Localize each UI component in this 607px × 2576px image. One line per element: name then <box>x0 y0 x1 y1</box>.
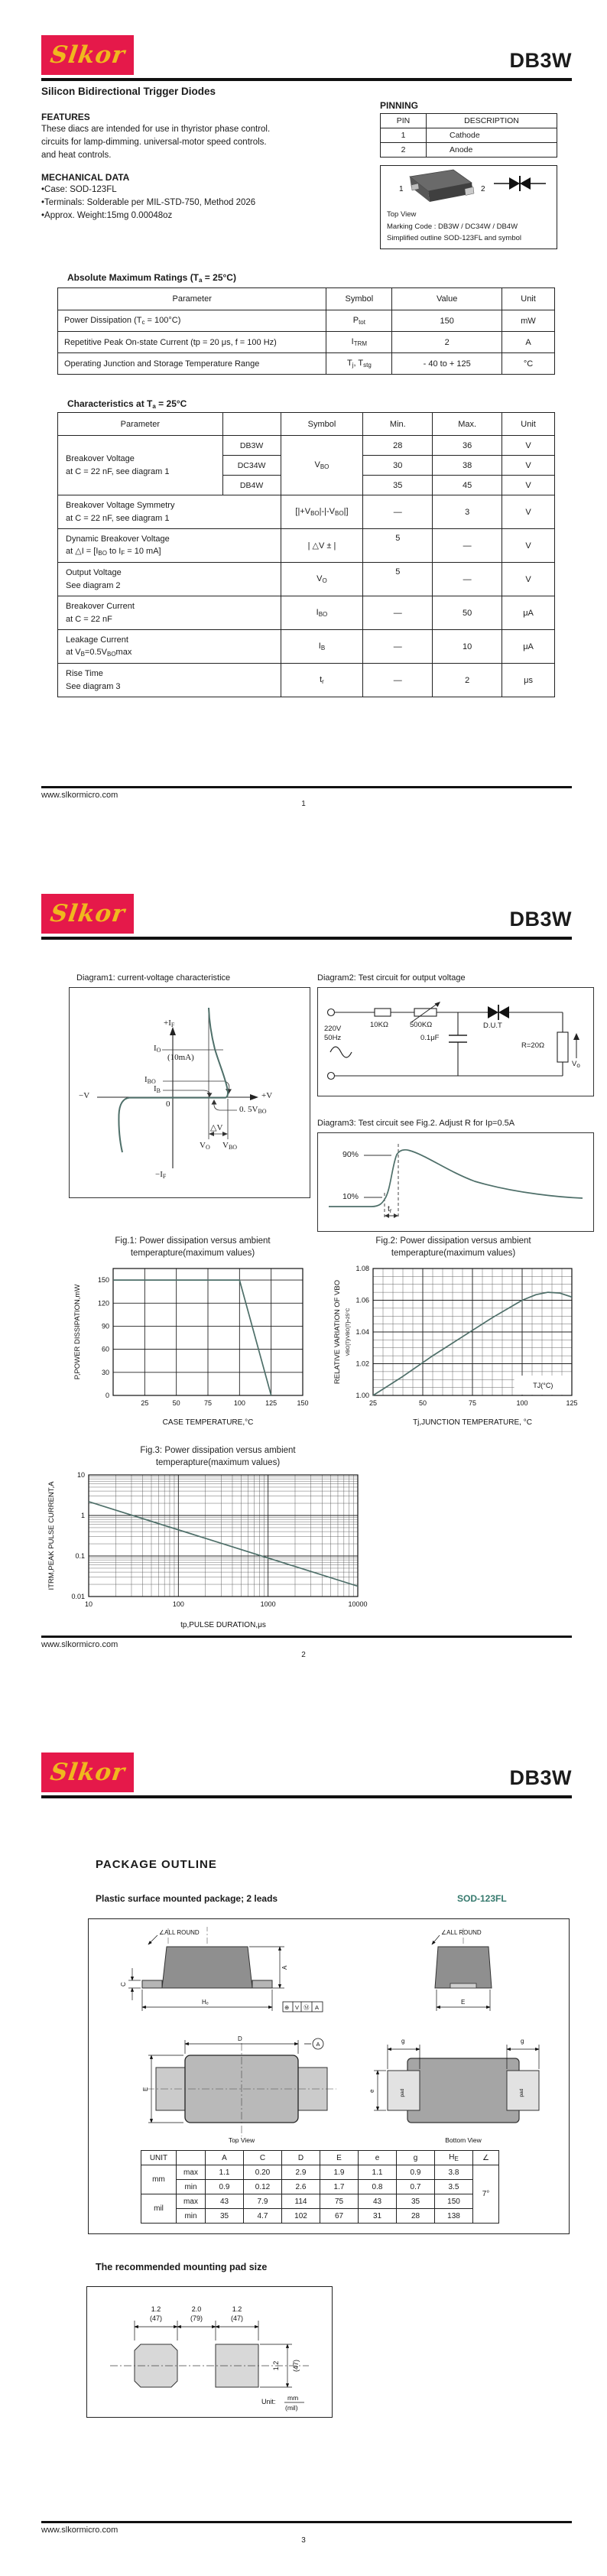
diagram1-label: Diagram1: current-voltage characteristice <box>76 973 231 983</box>
output-voltage-label: $V_o$ <box>572 1060 580 1069</box>
pad-dim-left-mil: (47) <box>149 2315 163 2322</box>
package-bottom-view-drawing <box>368 2031 559 2146</box>
unit-label: Unit: <box>261 2398 276 2405</box>
dim-a-label: A <box>281 1965 288 1970</box>
website-text: www.slkormicro.com <box>41 2526 118 2535</box>
all-round-label: ∠ALL ROUND <box>441 1929 482 1936</box>
pad-dim-mid-mil: (79) <box>190 2315 203 2322</box>
svg-text:10: 10 <box>84 1600 93 1608</box>
package-end-view-drawing <box>406 1925 521 2029</box>
svg-text:50: 50 <box>172 1399 180 1407</box>
table-row: Parameter Symbol Value Unit <box>58 288 555 310</box>
dim-e-lower-label: e <box>368 2089 375 2093</box>
features-line: These diacs are intended for use in thyristor phase control. <box>41 125 271 134</box>
tolerance-cell: ⊕ <box>284 2004 290 2011</box>
table-row: PIN DESCRIPTION <box>381 114 557 128</box>
svg-text:75: 75 <box>468 1399 477 1407</box>
svg-text:90: 90 <box>101 1322 109 1330</box>
vbo-label: $V_{BO}$ <box>222 1141 238 1151</box>
header-rule <box>41 937 572 940</box>
svg-text:120: 120 <box>97 1299 109 1307</box>
features-line: circuits for lamp-dimming. universal-motor speed controls. <box>41 138 267 147</box>
table-row: Breakover Current at C = 22 nF $I_{BO}$ — 50 μA <box>58 596 555 630</box>
mechanical-item: •Approx. Weight:15mg 0.00048oz <box>41 211 173 220</box>
svg-text:1: 1 <box>80 1512 85 1519</box>
svg-text:25: 25 <box>141 1399 149 1407</box>
mechanical-item: •Case: SOD-123FL <box>41 185 117 194</box>
ib-label: $I_B$ <box>154 1084 161 1094</box>
package-outline-heading: PACKAGE OUTLINE <box>96 1858 217 1871</box>
page-number: 2 <box>301 1651 306 1659</box>
ten-percent-label: 10% <box>342 1192 359 1201</box>
all-round-label: ∠ALL ROUND <box>159 1929 200 1936</box>
table-row: Leakage Current at $V_B=0.5V_{BO}\max$ $I_B$ — 10 μA <box>58 630 555 664</box>
iv-curve-drawing <box>70 988 309 1197</box>
ibo-label: $I_{BO}$ <box>144 1075 156 1085</box>
plus-if-label: $+I_F$ <box>164 1018 175 1028</box>
characteristics-heading: Characteristics at $T_a = 25^\circ C$ <box>67 398 187 410</box>
svg-text:RELATIVE VARIATION OF VBO: RELATIVE VARIATION OF VBO <box>333 1279 342 1385</box>
mounting-pad-drawing <box>87 2287 331 2416</box>
source-voltage-label: 220V <box>324 1025 342 1033</box>
svg-text:10000: 10000 <box>348 1600 368 1608</box>
package-marking-caption: Marking Code : DB3W / DC34W / DB4W <box>387 223 518 231</box>
svg-text:0.1: 0.1 <box>75 1552 85 1560</box>
diagram2-test-circuit <box>317 987 594 1096</box>
tolerance-cell: V <box>295 2004 300 2011</box>
svg-text:100: 100 <box>233 1399 245 1407</box>
minus-if-label: $-I_F$ <box>155 1170 167 1180</box>
svg-text:1.08: 1.08 <box>355 1265 369 1272</box>
package-subtitle: Plastic surface mounted package; 2 leads <box>96 1893 278 1904</box>
svg-text:tp,PULSE DURATION,μs: tp,PULSE DURATION,μs <box>180 1621 266 1629</box>
page-number: 1 <box>301 800 306 808</box>
fig3-chart <box>44 1467 373 1632</box>
diac-symbol-icon <box>494 176 546 191</box>
datasheet-page-1 <box>0 0 607 859</box>
svg-text:1.00: 1.00 <box>355 1392 369 1399</box>
unit-mm-label: mm <box>287 2394 299 2402</box>
diagram3-label: Diagram3: Test circuit see Fig.2. Adjust R for Ip=0.5A <box>317 1119 515 1128</box>
dim-e-label: E <box>461 1999 466 2006</box>
header-rule <box>41 78 572 81</box>
table-row: min 35 4.7 102 67 31 28 138 <box>141 2209 499 2224</box>
package-outline-caption: Simplified outline SOD-123FL and symbol <box>387 234 522 242</box>
diagram3-rise-time <box>317 1132 594 1232</box>
page-number: 3 <box>301 2536 306 2545</box>
svg-text:30: 30 <box>101 1368 109 1376</box>
io-note-label: (10mA) <box>167 1053 194 1062</box>
website-text: www.slkormicro.com <box>41 1640 118 1649</box>
package-dimensions-table <box>141 2150 499 2224</box>
svg-text:0: 0 <box>105 1392 109 1399</box>
table-row: Power Dissipation $(T_c = 100^\circ C)$ $P_{tot}$ 150 mW <box>58 310 555 332</box>
table-row: DB4W 35 45 V <box>58 476 555 495</box>
svg-text:CASE TEMPERATURE,°C: CASE TEMPERATURE,°C <box>162 1418 254 1427</box>
pinning-table <box>380 113 557 158</box>
svg-text:75: 75 <box>203 1399 213 1407</box>
pulse-waveform-drawing <box>318 1133 592 1230</box>
table-row: Breakover Voltage at C = 22 nF, see diagram 1 DB3W $V_{BO}$ 28 36 V <box>58 436 555 456</box>
vo-label: $V_O$ <box>200 1141 210 1151</box>
diagram1-iv-curve <box>69 987 310 1198</box>
mounting-pad-box <box>86 2286 333 2418</box>
pad-dim-left-mm: 1.2 <box>151 2305 161 2313</box>
svg-text:Tj,JUNCTION TEMPERATURE, °C: Tj,JUNCTION TEMPERATURE, °C <box>413 1418 532 1427</box>
table-row: DC34W 30 38 V <box>58 456 555 476</box>
pad-dim-right-mm: 1.2 <box>232 2305 242 2313</box>
mechanical-item: •Terminals: Solderable per MIL-STD-750, Method 2026 <box>41 198 256 207</box>
svg-text:1.02: 1.02 <box>355 1359 369 1368</box>
capacitor-label: 0.1μF <box>420 1034 440 1042</box>
header-rule <box>41 1795 572 1798</box>
datum-a-label: A <box>316 2041 320 2048</box>
dim-c-label: C <box>120 1982 127 1986</box>
table-row: Rise Time See diagram 3 $t_r$ — 2 μs <box>58 664 555 697</box>
pad-dim-mid-mm: 2.0 <box>191 2305 202 2313</box>
top-view-caption: Top View <box>228 2136 255 2144</box>
svg-text:50: 50 <box>418 1399 427 1407</box>
fig3-title: Fig.3: Power dissipation versus ambient temperapture(maximum values) <box>140 1446 296 1468</box>
diagram2-label: Diagram2: Test circuit for output voltage <box>317 973 466 983</box>
load-resistor-label: R=20Ω <box>521 1041 545 1050</box>
resistor2-label: 500KΩ <box>410 1021 433 1029</box>
pad-dim-right-mil: (47) <box>230 2315 244 2322</box>
package-top-view-drawing <box>142 2031 341 2146</box>
ninety-percent-label: 90% <box>342 1150 359 1159</box>
datasheet-page-2 <box>0 859 607 1717</box>
svg-text:1.06: 1.06 <box>355 1296 369 1304</box>
table-row: mm max 1.1 0.20 2.9 1.9 1.1 0.9 3.8 7° <box>141 2165 499 2180</box>
source-freq-label: 50Hz <box>324 1034 342 1042</box>
svg-text:TJ(°C): TJ(°C) <box>533 1382 553 1390</box>
minus-v-label: −V <box>79 1091 90 1100</box>
svg-text:125: 125 <box>265 1399 278 1407</box>
table-row: min 0.9 0.12 2.6 1.7 0.8 0.7 3.5 <box>141 2180 499 2194</box>
part-number: DB3W <box>509 49 572 72</box>
fig1-title: Fig.1: Power dissipation versus ambient temperapture(maximum values) <box>115 1236 271 1259</box>
website-text: www.slkormicro.com <box>41 791 118 800</box>
package-preview-box <box>380 165 557 249</box>
package-and-symbol-drawing <box>381 166 556 209</box>
part-number: DB3W <box>509 1766 572 1789</box>
slkor-logo <box>41 1753 134 1792</box>
half-vbo-label: 0. $5V_{BO}$ <box>239 1105 267 1115</box>
pad-label: pad <box>400 2088 405 2097</box>
table-row: mil max 43 7.9 114 75 43 35 150 <box>141 2194 499 2209</box>
footer-rule <box>41 1636 572 1638</box>
svg-text:60: 60 <box>101 1345 109 1353</box>
svg-text:P,POWER DISSIPATION,mW: P,POWER DISSIPATION,mW <box>73 1284 82 1380</box>
pad-dim-vert-mil: (47) <box>292 2359 300 2373</box>
svg-text:ITRM,PEAK PULSE CURRENT,A: ITRM,PEAK PULSE CURRENT,A <box>47 1481 56 1590</box>
resistor1-label: 10KΩ <box>370 1021 389 1029</box>
zero-label: 0 <box>166 1100 170 1109</box>
package-outline-box <box>88 1918 570 2234</box>
table-row: Operating Junction and Storage Temperature Range $T_j$, $T_{stg}$ - 40 to + 125 °C <box>58 353 555 375</box>
package-side-view-drawing <box>119 1925 333 2029</box>
pin2-label: 2 <box>481 185 485 193</box>
svg-text:1000: 1000 <box>260 1600 276 1608</box>
svg-text:100: 100 <box>516 1399 528 1407</box>
svg-text:125: 125 <box>566 1399 578 1407</box>
table-row: 1 Cathode <box>381 128 557 143</box>
unit-mil-label: (mil) <box>285 2404 298 2412</box>
mounting-pad-heading: The recommended mounting pad size <box>96 2262 268 2272</box>
delta-v-label: △V <box>210 1123 223 1132</box>
svg-text:100: 100 <box>172 1600 184 1608</box>
dim-g-label: g <box>401 2038 405 2045</box>
plus-v-label: +V <box>261 1091 273 1100</box>
svg-text:150: 150 <box>297 1399 309 1407</box>
dim-he-label: Hₑ <box>202 1999 209 2006</box>
abs-max-heading: Absolute Maximum Ratings $(T_a = 25^\circ C)$ <box>67 272 236 284</box>
dim-g-label: g <box>521 2038 524 2045</box>
svg-text:1.04: 1.04 <box>355 1328 369 1336</box>
package-name: SOD-123FL <box>457 1893 507 1904</box>
pin1-label: 1 <box>399 185 404 193</box>
bottom-view-caption: Bottom View <box>445 2136 482 2144</box>
package-top-view-caption: Top View <box>387 210 417 219</box>
table-row: Parameter Symbol Min. Max. Unit <box>58 413 555 436</box>
table-row: Dynamic Breakover Voltage at △I = [$I_{BO}$ to $I_F = 10$ mA] | △V ± | 5 — V <box>58 529 555 563</box>
slkor-logo <box>41 35 134 75</box>
slkor-logo <box>41 894 134 934</box>
table-row: Output Voltage See diagram 2 $V_O$ 5 — V <box>58 563 555 596</box>
svg-text:150: 150 <box>97 1276 109 1285</box>
table-row: Breakover Voltage Symmetry at C = 22 nF, see diagram 1 $[|+V_{BO}|-|-V_{BO}|]$ — 3 V <box>58 495 555 529</box>
dim-e-label: E <box>142 2087 149 2091</box>
logo-text: Slkor <box>48 1759 127 1786</box>
features-line: and heat controls. <box>41 151 112 160</box>
datasheet-page-3 <box>0 1717 607 2576</box>
table-row: UNIT A C D E e g $H_E$ ∠ <box>141 2151 499 2165</box>
characteristics-table <box>57 412 555 697</box>
fig2-title: Fig.2: Power dissipation versus ambient temperapture(maximum values) <box>375 1236 531 1259</box>
pad-label: pad <box>519 2088 524 2097</box>
rise-time-label: $t_r$ <box>388 1204 392 1214</box>
table-row: Repetitive Peak On-state Current (tp = 20 μs, f = 100 Hz) $I_{TRM}$ 2 A <box>58 332 555 353</box>
features-heading: FEATURES <box>41 112 90 122</box>
tolerance-cell: A <box>315 2004 320 2011</box>
tolerance-cell: Ⓜ <box>304 2004 310 2011</box>
svg-text:10: 10 <box>76 1471 85 1479</box>
io-label: $I_O$ <box>154 1044 161 1054</box>
svg-text:VBO[T]/VBO[T]=25°C: VBO[T]/VBO[T]=25°C <box>346 1307 351 1356</box>
absolute-maximum-ratings-table <box>57 287 555 375</box>
circuit-drawing <box>318 988 592 1095</box>
table-row: 2 Anode <box>381 143 557 158</box>
svg-text:0.01: 0.01 <box>71 1593 85 1600</box>
footer-rule <box>41 786 572 788</box>
doc-title: Silicon Bidirectional Trigger Diodes <box>41 86 216 97</box>
dut-label: D.U.T <box>483 1022 502 1030</box>
logo-text: Slkor <box>48 900 127 927</box>
footer-rule <box>41 2521 572 2523</box>
svg-text:25: 25 <box>368 1399 378 1407</box>
pad-dim-vert-mm: 1.2 <box>272 2360 280 2371</box>
dim-d-label: D <box>238 2035 242 2042</box>
fig2-chart <box>330 1259 583 1429</box>
mechanical-heading: MECHANICAL DATA <box>41 172 130 183</box>
fig1-chart <box>70 1259 315 1429</box>
logo-text: Slkor <box>48 41 127 69</box>
pinning-heading: PINNING <box>380 100 419 111</box>
part-number: DB3W <box>509 908 572 931</box>
